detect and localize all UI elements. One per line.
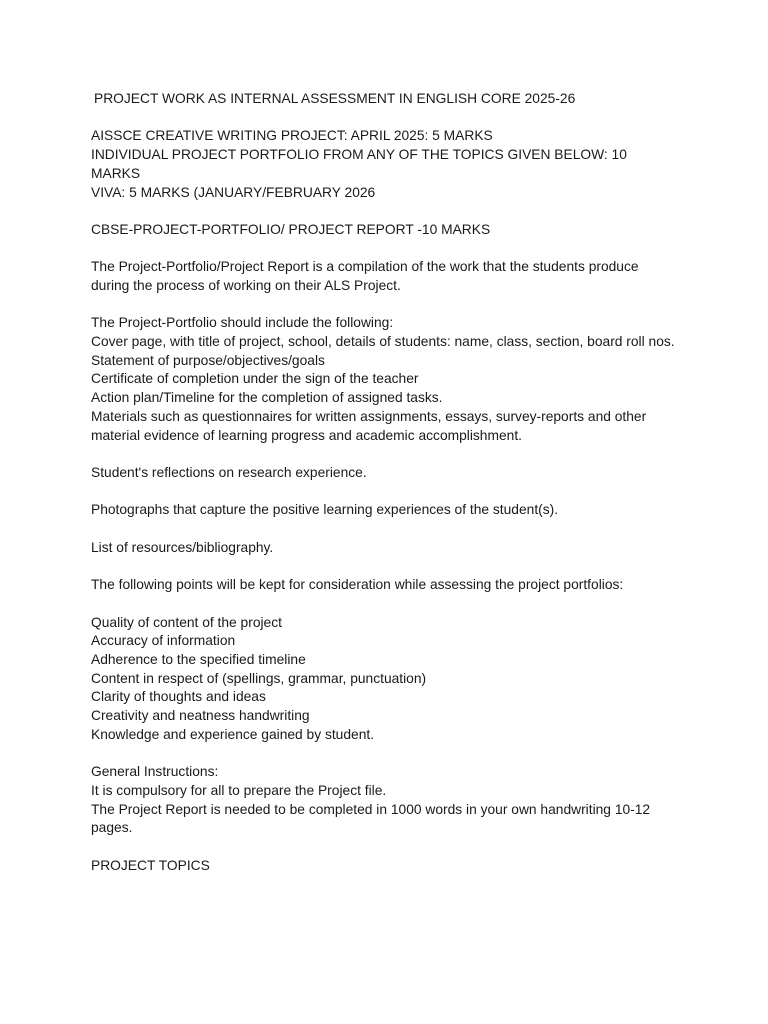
marks-line-viva: VIVA: 5 MARKS (JANUARY/FEBRUARY 2026 [91, 184, 376, 200]
marks-line-portfolio: INDIVIDUAL PROJECT PORTFOLIO FROM ANY OF THE TOPICS GIVEN BELOW: 10 [91, 147, 627, 163]
spacer [91, 109, 691, 128]
assessment-item: Content in respect of (spellings, grammar, punctuation) [91, 670, 427, 686]
include-item: Cover page, with title of project, school, details of students: name, class, section, board roll nos. [91, 334, 675, 350]
include-item: Action plan/Timeline for the completion of assigned tasks. [91, 390, 443, 406]
spacer [91, 445, 691, 464]
assessment-item: Adherence to the specified timeline [91, 651, 306, 667]
assessment-item: Creativity and neatness handwriting [91, 708, 310, 724]
include-item: Statement of purpose/objectives/goals [91, 352, 325, 368]
marks-line-creative-writing: AISSCE CREATIVE WRITING PROJECT: APRIL 2025: 5 MARKS [91, 128, 493, 144]
intro-paragraph [91, 258, 691, 295]
spacer [91, 202, 691, 221]
general-line: The Project Report is needed to be completed in 1000 words in your own handwriting 10-12 [91, 801, 651, 817]
intro-line: during the process of working on their ALS Project. [91, 277, 401, 293]
general-heading: General Instructions: [91, 764, 219, 780]
spacer [91, 483, 691, 502]
general-line: It is compulsory for all to prepare the Project file. [91, 782, 387, 798]
assessment-list [91, 614, 691, 745]
spacer [91, 744, 691, 763]
spacer [91, 240, 691, 259]
photographs-line: Photographs that capture the positive learning experiences of the student(s). [91, 502, 559, 518]
resources-line: List of resources/bibliography. [91, 539, 274, 555]
reflections-line: Student's reflections on research experience. [91, 464, 367, 480]
assessment-item: Accuracy of information [91, 633, 236, 649]
assessment-item: Quality of content of the project [91, 614, 282, 630]
assessment-item: Clarity of thoughts and ideas [91, 689, 266, 705]
general-line: pages. [91, 820, 133, 836]
spacer [91, 557, 691, 576]
assessment-heading: The following points will be kept for consideration while assessing the project portfolios: [91, 577, 624, 593]
include-item: Materials such as questionnaires for written assignments, essays, survey-reports and other [91, 408, 647, 424]
marks-line-portfolio-continued: MARKS [91, 165, 141, 181]
marks-block [91, 127, 691, 202]
spacer [91, 296, 691, 315]
topics-heading: PROJECT TOPICS [91, 857, 210, 873]
spacer [91, 838, 691, 857]
intro-line: The Project-Portfolio/Project Report is a compilation of the work that the students produce [91, 259, 639, 275]
spacer [91, 595, 691, 614]
document-body [91, 90, 691, 875]
document-title: PROJECT WORK AS INTERNAL ASSESSMENT IN ENGLISH CORE 2025-26 [94, 91, 576, 106]
include-item: material evidence of learning progress and academic accomplishment. [91, 427, 522, 443]
include-heading: The Project-Portfolio should include the following: [91, 315, 394, 331]
assessment-item: Knowledge and experience gained by student. [91, 726, 375, 742]
include-item: Certificate of completion under the sign of the teacher [91, 371, 419, 387]
section-heading: CBSE-PROJECT-PORTFOLIO/ PROJECT REPORT -10 MARKS [91, 221, 491, 237]
general-instructions [91, 763, 691, 838]
include-list [91, 314, 691, 445]
spacer [91, 520, 691, 539]
